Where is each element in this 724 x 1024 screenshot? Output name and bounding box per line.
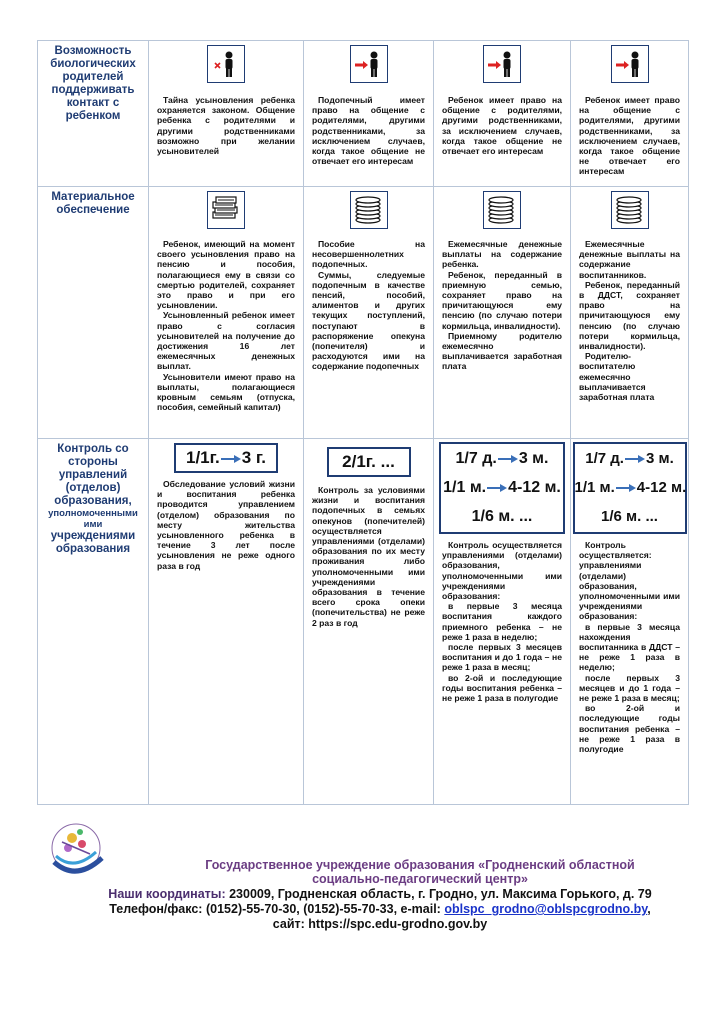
- row-material: [38, 187, 689, 439]
- person-arrow-icon: [483, 45, 521, 83]
- coins-icon: [611, 191, 649, 229]
- arrow-right-icon: [624, 454, 646, 464]
- center-logo-icon: [40, 822, 118, 882]
- contact-info: Наши координаты: 230009, Гродненская область, г. Гродно, ул. Максима Горького, д. 79 Телефон/факс: (0152)-55-70-30, (0152)-55-70-33, e-mail: oblspc_grodno@oblspcgrodno.by, сайт: https://spc.edu-grodno.gov.by: [108, 887, 652, 931]
- control-formula: 1/1г. 3 г.: [174, 443, 278, 473]
- control-formula: 1/7 д. 3 м. 1/1 м. 4-12 м. 1/6 м. ...: [439, 442, 565, 534]
- cell-guardianship-control: 2/1г. ... Контроль за условиями жизни и воспитания подопечных в семьях опекунов (попечителей) осуществляется управлениями (отделами) образования по их месту проживания либо уполномоченными ими учреждениями образования в течение всего срока опеки (попечительства) не реже 2 раз в год: [304, 439, 434, 805]
- cell-foster-material: Ежемесячные денежные выплаты на содержание ребенка. Ребенок, переданный в приемную семью, сохраняет право на причитающуюся ему пенсию (по случаю потери кормильца, инвалидности). Приемному родителю ежемесячно выплачивается заработная плата: [434, 187, 571, 439]
- control-formula: 2/1г. ...: [327, 447, 411, 477]
- money-stack-icon: [207, 191, 245, 229]
- cell-ddst-contact: Ребенок имеет право на общение с родителями, другими родственниками, за исключением случаев, когда такое общение не отвечает его интересам: [571, 41, 689, 187]
- row-header-control: Контроль со стороны управлений (отделов) образования, уполномоченными ими учреждениями образования: [38, 439, 149, 805]
- row-header-contact: Возможность биологических родителей поддерживать контакт с ребенком: [38, 41, 149, 187]
- site-link[interactable]: https://spc.edu-grodno.gov.by: [308, 917, 488, 931]
- row-header-material: Материальное обеспечение: [38, 187, 149, 439]
- arrow-right-icon: [615, 483, 637, 493]
- arrow-right-icon: [497, 454, 519, 464]
- arrow-right-icon: [220, 454, 242, 464]
- cell-foster-control: 1/7 д. 3 м. 1/1 м. 4-12 м. 1/6 м. ... Контроль осуществляется управлениями (отделами) образования, уполномоченными ими учреждениями образования: в первые 3 месяца воспитания каждого приемного ребенка – не реже 1 раза в неделю; после первых 3 месяцев воспитания и до 1 года – не реже 1 раза в месяц; во 2-ой и последующие годы воспитания ребенка – не реже 1 раза в полугодие: [434, 439, 571, 805]
- coins-icon: [483, 191, 521, 229]
- row-contact: [38, 41, 689, 187]
- email-link[interactable]: oblspc_grodno@oblspcgrodno.by: [444, 902, 648, 916]
- cell-ddst-material: Ежемесячные денежные выплаты на содержание воспитанников. Ребенок, переданный в ДДСТ, сохраняет право на причитающуюся ему пенсию (по случаю потери кормильца, инвалидности). Родителю-воспитателю ежемесячно выплачивается заработная плата: [571, 187, 689, 439]
- person-arrow-icon: [350, 45, 388, 83]
- cell-ddst-control: 1/7 д. 3 м. 1/1 м. 4-12 м. 1/6 м. ... Контроль осуществляется: управлениями (отделами) образования, уполномоченными ими учреждениями образования: в первые 3 месяца нахождения воспитанника в ДДСТ – не реже 1 раза в неделю; после первых 3 месяцев и до 1 года – не реже 1 раза в месяц; во 2-ой и последующие годы воспитания ребенка – не реже 1 раза в полугодие: [571, 439, 689, 805]
- cell-guardianship-contact: Подопечный имеет право на общение с родителями, другими родственниками, за исключением случаев, когда такое общение не отвечает его интересам: [304, 41, 434, 187]
- cell-guardianship-material: Пособие на несовершеннолетних подопечных. Суммы, следуемые подопечным в качестве пенсий, пособий, алиментов и других текущих поступлений, поступают в распоряжение опекуна (попечителя) и расходуются ими на содержание подопечных: [304, 187, 434, 439]
- person-crossed-icon: [207, 45, 245, 83]
- comparison-table: [37, 40, 689, 805]
- row-control: [38, 439, 689, 805]
- cell-adoption-contact: Тайна усыновления ребенка охраняется законом. Общение ребенка с родителями и другими родственниками возможно при желании усыновителей: [149, 41, 304, 187]
- cell-foster-contact: Ребенок имеет право на общение с родителями, другими родственниками, за исключением случаев, когда такое общение не отвечает его интересам: [434, 41, 571, 187]
- person-arrow-icon: [611, 45, 649, 83]
- cell-adoption-control: 1/1г. 3 г. Обследование условий жизни и воспитания ребенка проводится управлением (отделом) образования по месту жительства усыновленного ребенка в течение 3 лет после усыновления не реже одного раза в год: [149, 439, 304, 805]
- cell-adoption-material: Ребенок, имеющий на момент своего усыновления право на пенсию и пособия, полагающиеся ему в связи со смертью родителей, сохраняет это право и при его усыновлении. Усыновленный ребенок имеет право с согласия усыновителей на получение до достижения 16 лет ежемесячных денежных выплат. Усыновители имеют право на выплаты, полагающиеся кровным семьям (отпуска, пособия, семейный капитал): [149, 187, 304, 439]
- organization-name: Государственное учреждение образования «Гродненский областной социально-педагогический центр»: [205, 858, 635, 886]
- coins-icon: [350, 191, 388, 229]
- arrow-right-icon: [486, 483, 508, 493]
- control-formula: 1/7 д. 3 м. 1/1 м. 4-12 м. 1/6 м. ...: [573, 442, 687, 534]
